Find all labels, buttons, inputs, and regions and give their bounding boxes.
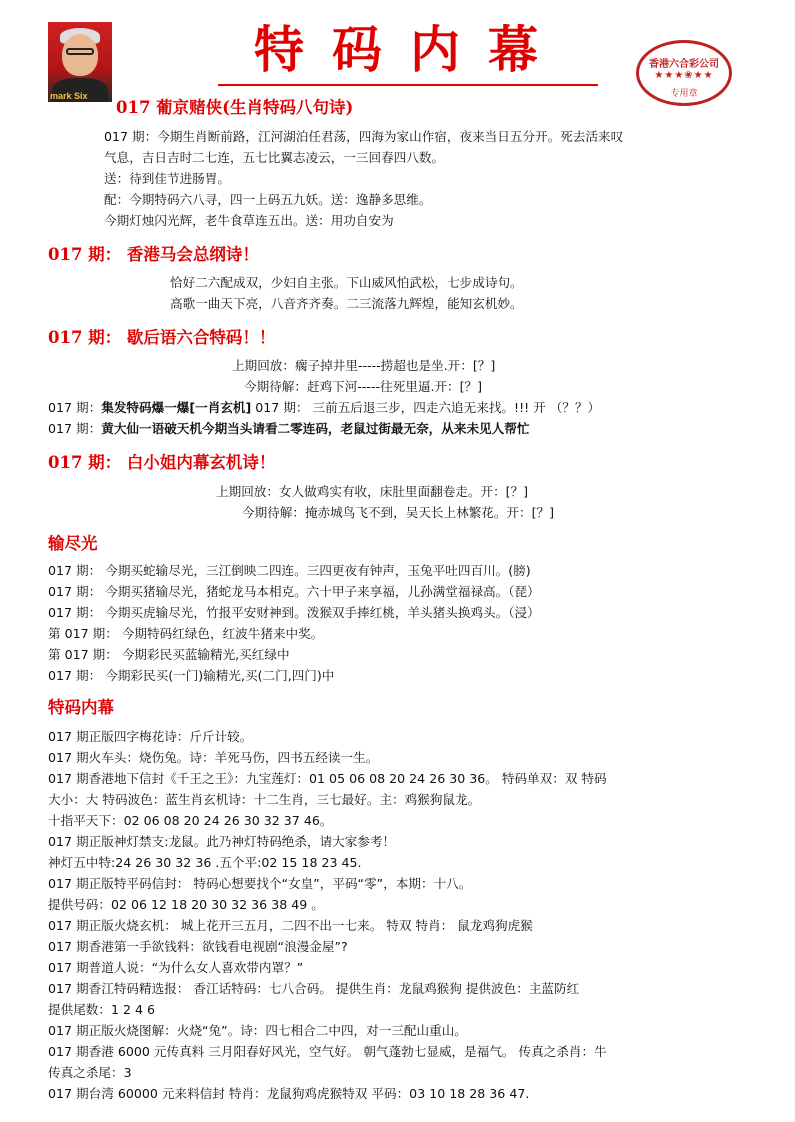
- text-line: 017 期火车头：烧伤兔。诗：羊死马伤，四书五经读一生。: [48, 750, 379, 765]
- text-line: 017 期台湾 60000 元来料信封 特肖：龙鼠狗鸡虎猴特双 平码：03 10 18 28 36 47.: [48, 1086, 530, 1101]
- text-line: 017 期香江特码精选报： 香江话特码：七八合码。 提供生肖：龙鼠鸡猴狗 提供波色：主蓝防红: [48, 981, 580, 996]
- seal-stars: ★★★❀★★: [654, 70, 714, 81]
- text-line-mixed: [48, 398, 600, 417]
- text-line: 恰好二六配成双，少妇自主张。下山威风怕武松，七步成诗句。: [170, 275, 523, 290]
- text-line: 气息，吉日吉时二七连，五七比翼志凌云，一三回春四八数。: [104, 150, 445, 165]
- text-line: 提供号码：02 06 12 18 20 30 32 36 38 49 。: [48, 897, 324, 912]
- text-line: 送：待到佳节进肠胃。: [104, 171, 230, 186]
- text-line: 传真之杀尾：3: [48, 1065, 132, 1080]
- text-line: 上期回放：女人做鸡实有收，床肚里面翻卷走。开：[？]: [216, 484, 529, 499]
- line-prefix: 017 期：: [48, 421, 102, 436]
- text-line: 017 期： 今期买虎输尽光，竹报平安财神到。泼猴双手捧红桃，羊头猪头换鸡头。（浸）: [48, 605, 540, 620]
- text-line: 017 期普道人说：“为什么女人喜欢带内罩？”: [48, 960, 304, 975]
- portrait-face: [62, 34, 98, 76]
- text-line: 十指平天下：02 06 08 20 24 26 30 32 37 46。: [48, 813, 333, 828]
- text-line: 017 期：今期生肖断前路，江河湖泊任君荡，四海为家山作宿，夜来当日五分开。死去活来叹: [104, 129, 624, 144]
- page-title: 特码内幕: [254, 20, 566, 79]
- text-line: 配：今期特码六八寻，四一上码五九妖。送：逸静多思维。: [104, 192, 432, 207]
- text-line: 第 017 期： 今期特码红绿色，红波牛猪来中奖。: [48, 626, 324, 641]
- line-prefix: 017 期：: [48, 400, 102, 415]
- text-line: 今期灯烛闪光辉，老牛食草连五出。送：用功自安为: [104, 213, 394, 228]
- section-heading-zonggang: 017 期： 香港马会总纲诗！: [48, 245, 259, 264]
- text-line: 提供尾数：1 2 4 6: [48, 1002, 156, 1017]
- seal-bottom-text: 专用章: [670, 89, 698, 99]
- text-line: 017 期正版四字梅花诗：斤斤计较。: [48, 729, 253, 744]
- text-line: 017 期： 今期买蛇输尽光，三江倒映二四连。三四更夜有钟声，玉兔平吐四百川。(膀): [48, 563, 531, 578]
- title-underline: [218, 84, 598, 86]
- seal-top-text: 香港六合彩公司: [649, 59, 719, 70]
- text-line: 017 期正版火烧玄机： 城上花开三五月，二四不出一七来。 特双 特肖： 鼠龙鸡狗虎猴: [48, 918, 533, 933]
- text-line: 017 期： 今期买猪输尽光，猪蛇龙马本相克。六十甲子来享福，儿孙满堂福禄高。（琵）: [48, 584, 540, 599]
- text-line: 第 017 期： 今期彩民买蓝输精光,买红绿中: [48, 647, 290, 662]
- text-line: 017 期正版火烧图解：火烧“兔”。诗：四七相合二中四，对一三配山重山。: [48, 1023, 467, 1038]
- text-line: 017 期： 今期彩民买(一门)输精光,买(二门,四门)中: [48, 668, 335, 683]
- text-line: 大小：大 特码波色：蓝生肖玄机诗：十二生肖，三七最好。主：鸡猴狗鼠龙。: [48, 792, 481, 807]
- text-line-mixed: [48, 419, 529, 438]
- section-heading-shujinguang: 输尽光: [48, 534, 98, 553]
- text-line: 今期待解：掩赤城鸟飞不到，吴天长上林繁花。开：[？]: [242, 505, 555, 520]
- section-heading-putao: 017 葡京赌侠(生肖特码八句诗): [116, 98, 354, 117]
- text-line: 017 期香港 6000 元传真料 三月阳春好风光，空气好。 朝气蓬勃七显威，是福气。 传真之杀肖：牛: [48, 1044, 607, 1059]
- text-line: 上期回放：瘸子掉井里-----捞超也是坐.开：[？]: [232, 358, 496, 373]
- text-line: 017 期香港地下信封《千王之王》：九宝莲灯：01 05 06 08 20 24 26 30 36。 特码单双：双 特码: [48, 771, 607, 786]
- section-heading-xiehouyu: 017 期： 歇后语六合特码！！: [48, 328, 276, 347]
- portrait-photo: [48, 22, 112, 102]
- section-heading-temaneimu: 特码内幕: [48, 698, 114, 717]
- text-line: 017 期正版特平码信封： 特码心想要找个“女皇”，平码“零”，本期：十八。: [48, 876, 472, 891]
- line-bold: 黄大仙一语破天机今期当头请看二零连码，老鼠过街最无奈，从来未见人帮忙: [101, 421, 530, 436]
- text-line: 017 期正版神灯禁支:龙鼠。此乃神灯特码绝杀，请大家参考！: [48, 834, 396, 849]
- text-line: 神灯五中特:24 26 30 32 36 .五个平:02 15 18 23 45.: [48, 855, 362, 870]
- line-suffix: 017 期： 三前五后退三步，四走六追无来找。!!! 开 （？？）: [251, 400, 601, 415]
- company-seal: [636, 40, 732, 106]
- text-line: 017 期香港第一手欲钱料：欲钱看电视剧“浪漫金屋”?: [48, 939, 348, 954]
- text-line: 高歌一曲天下亮，八音齐齐奏。二三流落九辉煌，能知玄机妙。: [170, 296, 523, 311]
- line-bold: 集发特码爆一爆[一肖玄机]: [101, 400, 252, 415]
- section-heading-baixiaojie: 017 期： 白小姐内幕玄机诗！: [48, 453, 276, 472]
- portrait-glasses: [66, 48, 94, 55]
- photo-watermark: mark Six: [50, 91, 88, 101]
- text-line: 今期待解：赶鸡下河-----往死里逼.开：[？]: [244, 379, 483, 394]
